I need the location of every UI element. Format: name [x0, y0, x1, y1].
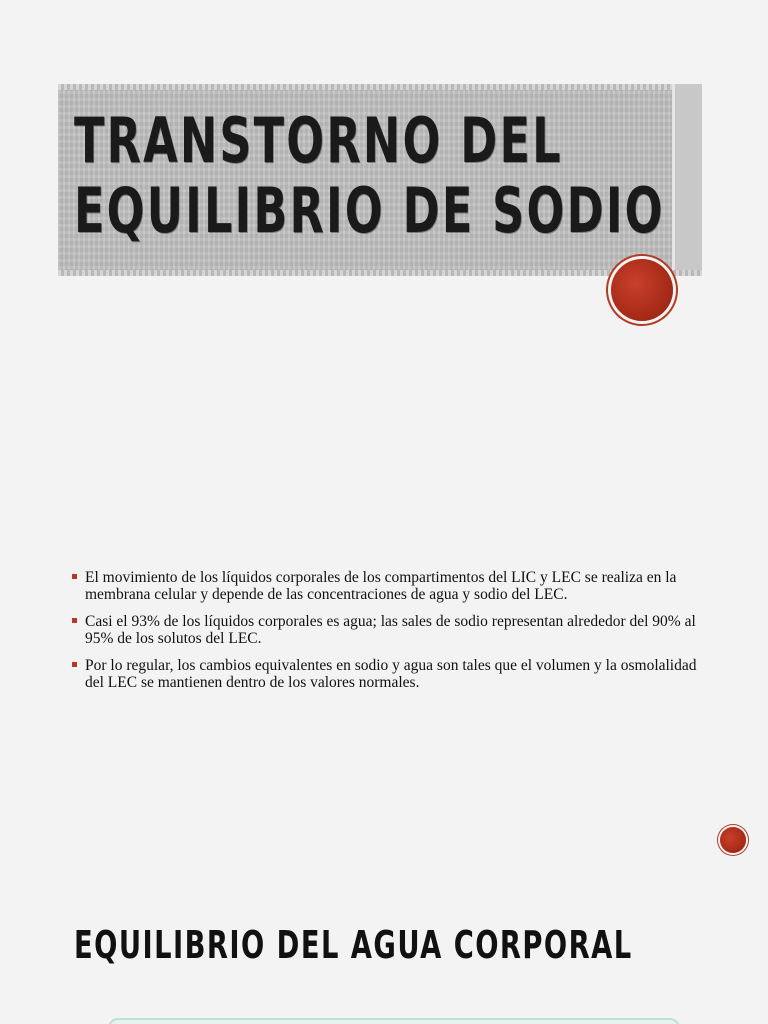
- slide-title-line-1: TRANSTORNO DEL: [74, 104, 563, 177]
- content-box: [108, 1018, 680, 1024]
- bullet-text: El movimiento de los líquidos corporales de los compartimentos del LIC y LEC se realiza en la membrana celular y depende de las concentraciones de agua y sodio del LEC.: [85, 569, 677, 603]
- bullet-text: Por lo regular, los cambios equivalentes en sodio y agua son tales que el volumen y la osmolalidad del LEC se mantienen dentro de los valores normales.: [85, 657, 697, 691]
- bullet-text: Casi el 93% de los líquidos corporales es agua; las sales de sodio representan alrededor del 90% al 95% de los solutos del LEC.: [85, 613, 696, 647]
- bullet-item: [72, 613, 712, 647]
- bullet-square-icon: [72, 618, 77, 623]
- bullet-square-icon: [72, 662, 77, 667]
- section-heading: EQUILIBRIO DEL AGUA CORPORAL: [74, 923, 633, 967]
- title-banner: [58, 84, 702, 276]
- slide-title: [74, 106, 665, 246]
- decorative-red-circle: [611, 259, 673, 321]
- bullet-item: [72, 569, 712, 603]
- slide-title-line-2: EQUILIBRIO DE SODIO: [74, 174, 665, 247]
- banner-bottom-edge: [58, 270, 702, 276]
- bullet-item: [72, 657, 712, 691]
- banner-right-edge: [672, 84, 702, 276]
- decorative-red-circle-small: [720, 827, 746, 853]
- bullet-list: [72, 569, 712, 701]
- banner-top-edge: [58, 84, 702, 90]
- bullet-square-icon: [72, 574, 77, 579]
